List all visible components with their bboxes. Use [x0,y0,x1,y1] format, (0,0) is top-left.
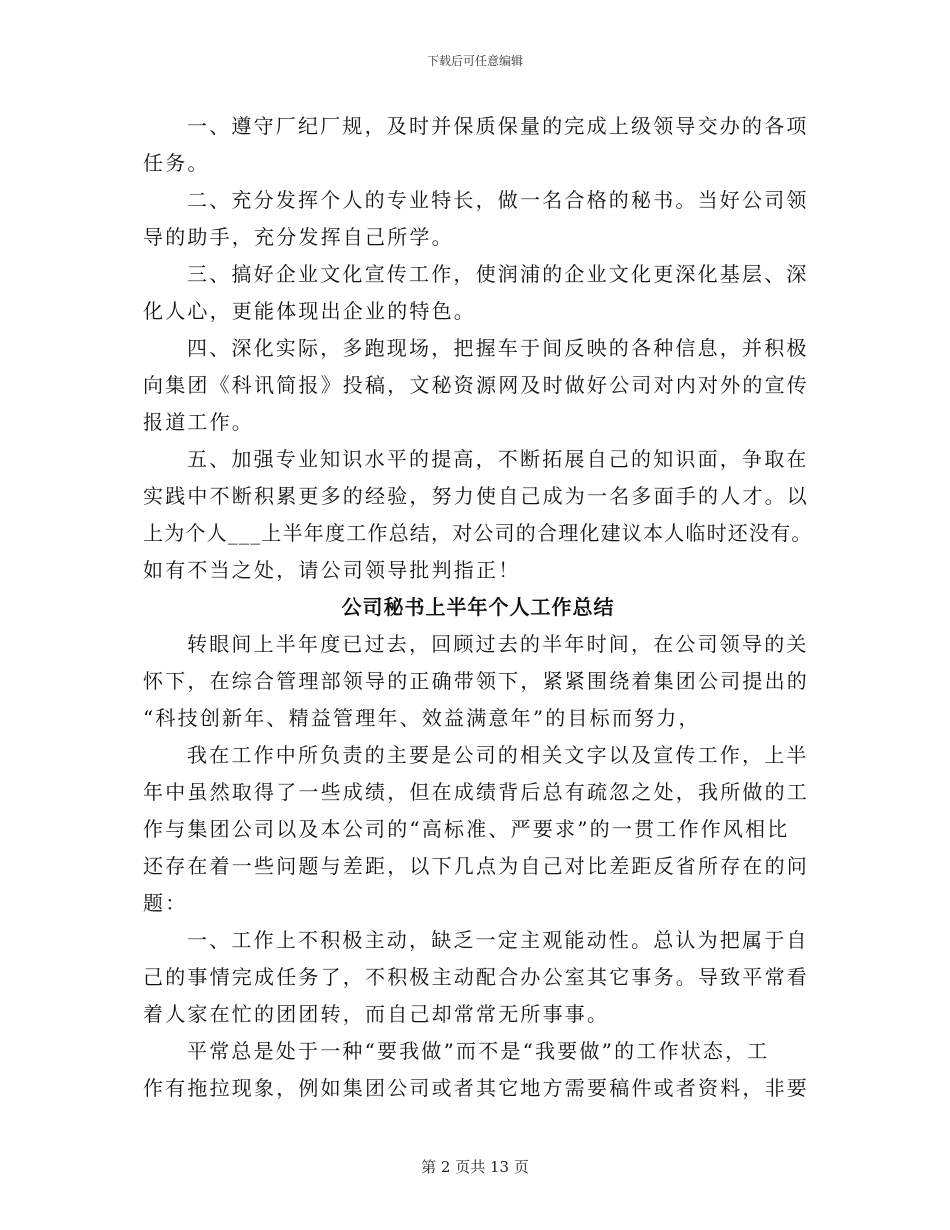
paragraph-line: 一、遵守厂纪厂规，及时并保质保量的完成上级领导交办的各项 [187,114,809,138]
paragraph-line: 怀下，在综合管理部领导的正确带领下，紧紧围绕着集团公司提出的 [143,669,809,693]
paragraph-line: 转眼间上半年度已过去，回顾过去的半年时间，在公司领导的关 [187,632,809,656]
paragraph-line: 年中虽然取得了一些成绩，但在成绩背后总有疏忽之处，我所做的工 [143,780,809,804]
paragraph-line: 向集团《科讯简报》投稿，文秘资源网及时做好公司对内对外的宣传 [143,373,809,397]
paragraph-line: 四、深化实际，多跑现场，把握车于间反映的各种信息，并积极 [187,336,809,360]
paragraph-line: “科技创新年、精益管理年、效益满意年”的目标而努力， [143,706,701,730]
paragraph-line: 还存在着一些问题与差距，以下几点为自己对比差距反省所存在的问 [143,854,809,878]
paragraph-line: 五、加强专业知识水平的提高，不断拓展自己的知识面，争取在 [187,447,809,471]
paragraph-line: 三、搞好企业文化宣传工作，使润浦的企业文化更深化基层、深 [187,262,809,286]
paragraph-line: 报道工作。 [143,410,254,434]
paragraph-line: 任务。 [143,151,210,175]
document-body [143,108,813,1107]
section-title: 公司秘书上半年个人工作总结 [341,595,615,619]
paragraph-line: 化人心，更能体现出企业的特色。 [143,299,476,323]
paragraph-line: 二、充分发挥个人的专业特长，做一名合格的秘书。当好公司领 [187,188,809,212]
paragraph-line: 平常总是处于一种“要我做”而不是“我要做”的工作状态，工 [187,1039,770,1063]
paragraph-line: 作有拖拉现象，例如集团公司或者其它地方需要稿件或者资料，非要 [143,1076,809,1100]
paragraph-line: 如有不当之处，请公司领导批判指正！ [143,558,521,582]
paragraph-line: 上为个人___上半年度工作总结，对公司的合理化建议本人临时还没有。 [143,521,813,545]
paragraph-line: 着人家在忙的团团转，而自己却常常无所事事。 [143,1002,610,1026]
paragraph-line: 题： [143,891,188,915]
paragraph-line: 作与集团公司以及本公司的“高标准、严要求”的一贯工作作风相比 [143,817,790,841]
paragraph-line: 我在工作中所负责的主要是公司的相关文字以及宣传工作，上半 [187,743,809,767]
page-number: 第 2 页共 13 页 [421,1158,529,1176]
paragraph-line: 一、工作上不积极主动，缺乏一定主观能动性。总认为把属于自 [187,928,809,952]
paragraph-line: 己的事情完成任务了，不积极主动配合办公室其它事务。导致平常看 [143,965,809,989]
paragraph-line: 导的助手，充分发挥自己所学。 [143,225,454,249]
paragraph-line: 实践中不断积累更多的经验，努力使自己成为一名多面手的人才。以 [143,484,809,508]
page-header-note: 下载后可任意编辑 [426,54,523,68]
